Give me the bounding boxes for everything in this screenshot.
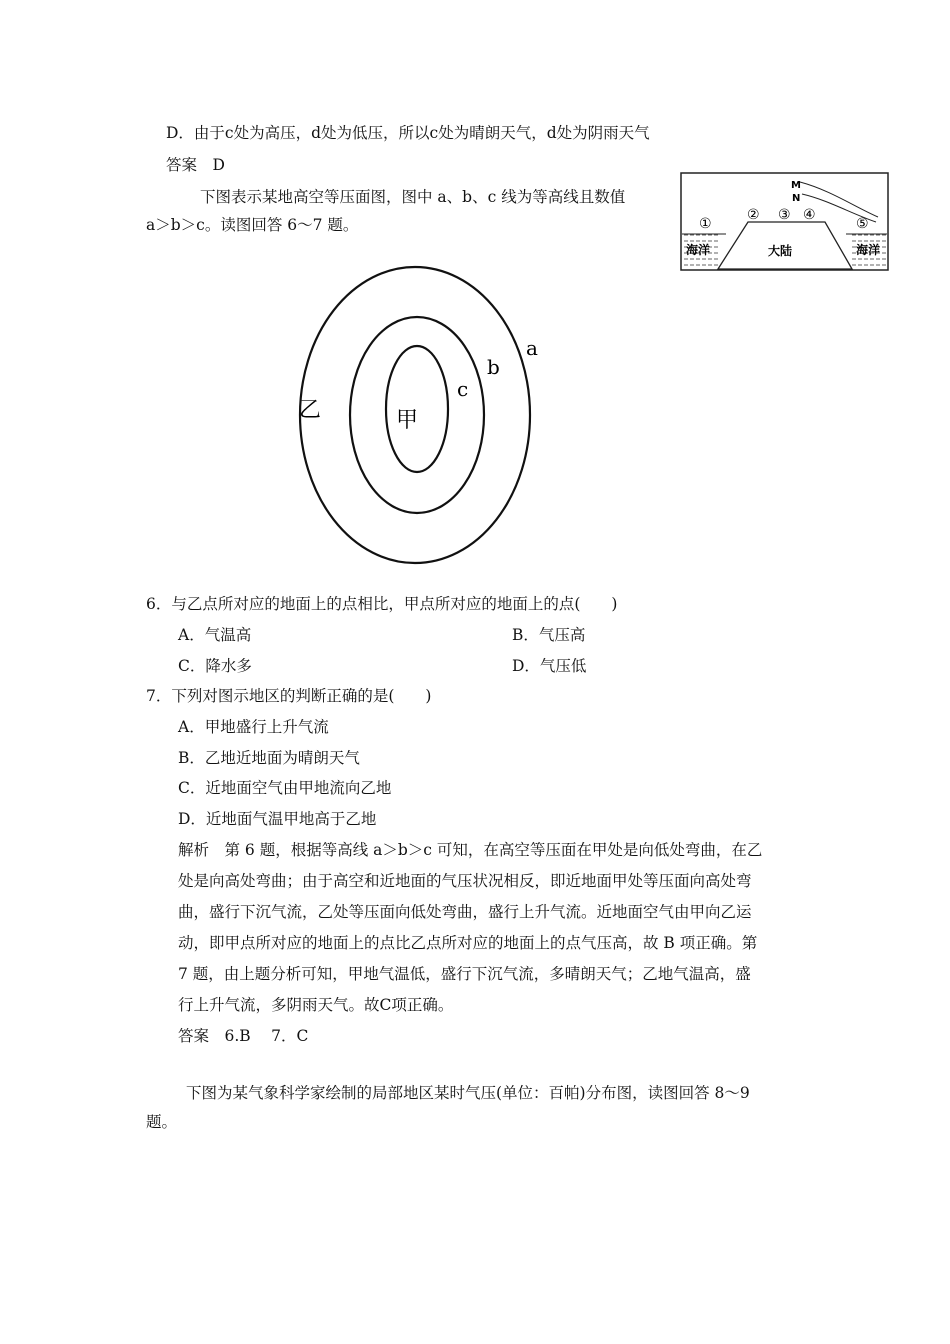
point-3: ③ <box>778 207 791 223</box>
analysis-line-4: 动，即甲点所对应的地面上的点比乙点所对应的地面上的点气压高，故 B 项正确。第 <box>178 934 758 952</box>
analysis-line-2: 处是向高处弯曲；由于高空和近地面的气压状况相反，即近地面甲处等压面向高处弯 <box>178 872 752 890</box>
analysis-line-5: 7 题，由上题分析可知，甲地气温低，盛行下沉气流，多晴朗天气；乙地气温高，盛 <box>178 965 751 983</box>
q7-option-a: A．甲地盛行上升气流 <box>178 718 329 736</box>
q7-stem: 7．下列对图示地区的判断正确的是( ) <box>146 687 432 705</box>
label-b: b <box>487 355 500 379</box>
point-5: ⑤ <box>856 216 869 232</box>
q7-option-b: B．乙地近地面为晴朗天气 <box>178 749 360 767</box>
point-1: ① <box>699 216 712 232</box>
intro2-line-1: 下图为某气象科学家绘制的局部地区某时气压(单位：百帕)分布图，读图回答 8～9 <box>186 1084 750 1102</box>
intro-line-1: 下图表示某地高空等压面图，图中 a、b、c 线为等高线且数值 <box>200 188 626 206</box>
left-sea-label: 海洋 <box>686 243 711 257</box>
sea-land-diagram <box>680 172 890 272</box>
label-a: a <box>526 336 538 360</box>
sea-land-svg <box>680 172 890 272</box>
analysis-line-3: 曲，盛行下沉气流，乙处等压面向低处弯曲，盛行上升气流。近地面空气由甲向乙运 <box>178 903 752 921</box>
land-label: 大陆 <box>768 244 793 258</box>
intro-line-2: a＞b＞c。读图回答 6～7 题。 <box>146 216 359 234</box>
contour-svg <box>280 255 570 575</box>
option-d-text: D．由于c处为高压，d处为低压，所以c处为晴朗天气，d处为阴雨天气 <box>166 124 650 142</box>
right-sea-label: 海洋 <box>856 243 881 257</box>
label-c: c <box>457 377 469 401</box>
q6-option-a: A．气温高 <box>178 626 252 644</box>
label-yi: 乙 <box>299 398 322 423</box>
intro2-line-2: 题。 <box>146 1113 178 1131</box>
analysis-line-1: 解析 第 6 题，根据等高线 a＞b＞c 可知，在高空等压面在甲处是向低处弯曲，在乙 <box>178 841 763 859</box>
contour-diagram <box>280 255 570 575</box>
label-n: N <box>792 193 801 204</box>
q7-option-c: C．近地面空气由甲地流向乙地 <box>178 779 392 797</box>
q7-option-d: D．近地面气温甲地高于乙地 <box>178 810 377 828</box>
q6-option-b: B．气压高 <box>512 626 586 644</box>
analysis-line-6: 行上升气流，多阴雨天气。故C项正确。 <box>178 996 454 1014</box>
q6-stem: 6．与乙点所对应的地面上的点相比，甲点所对应的地面上的点( ) <box>146 595 618 613</box>
point-4: ④ <box>803 207 816 223</box>
answer-label: 答案 D <box>166 156 225 174</box>
q6-option-d: D．气压低 <box>512 657 587 675</box>
q6-option-c: C．降水多 <box>178 657 252 675</box>
label-m: M <box>791 180 801 191</box>
point-2: ② <box>747 207 760 223</box>
label-jia: 甲 <box>396 408 419 433</box>
analysis-answer: 答案 6.B 7．C <box>178 1027 309 1045</box>
